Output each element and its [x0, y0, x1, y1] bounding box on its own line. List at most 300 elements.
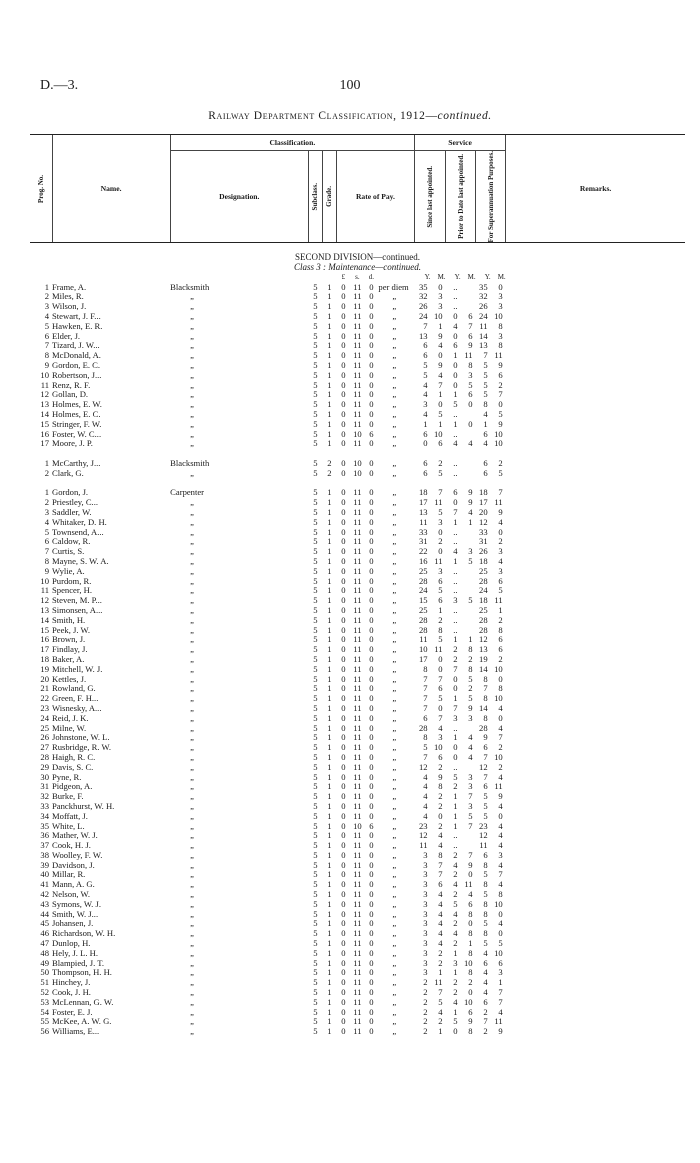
rate-shillings: 11	[353, 870, 362, 880]
since-months: 4	[438, 341, 443, 351]
since-months: 1	[438, 968, 443, 978]
prior-years: 5	[453, 772, 458, 782]
remarks	[506, 606, 685, 616]
employee-name-text: Steven, M. P...	[52, 596, 102, 606]
employee-name	[52, 743, 170, 753]
rate-pence: 0	[369, 645, 374, 655]
rate-pence: 0	[369, 576, 374, 586]
prog-number: 21	[40, 684, 50, 694]
rate-shillings: 11	[353, 674, 362, 684]
designation: „	[190, 645, 194, 655]
table-row	[30, 586, 685, 596]
prior-months: 9	[468, 498, 473, 508]
since-years: 18	[418, 488, 428, 498]
prog-number: 22	[40, 694, 50, 704]
super-years: 5	[483, 370, 488, 380]
classification-table	[30, 134, 685, 1037]
rate-pounds: 0	[341, 929, 346, 939]
prior-months: 11	[464, 880, 473, 890]
designation: „	[190, 860, 194, 870]
rate-period: „	[392, 635, 397, 645]
employee-name-text: Kettles, J.	[52, 674, 87, 684]
super-months: 6	[498, 370, 503, 380]
table-row	[30, 283, 685, 293]
employee-name-text: Whitaker, D. H.	[52, 517, 107, 527]
prior-months: 9	[468, 860, 473, 870]
remarks	[506, 773, 685, 783]
prior-months: 5	[468, 674, 473, 684]
designation: „	[190, 361, 194, 371]
super-months: 4	[498, 723, 503, 733]
rate-pounds: 0	[341, 948, 346, 958]
rate-pounds: 0	[341, 674, 346, 684]
remarks	[506, 694, 685, 704]
since-months: 0	[438, 811, 443, 821]
prior-months	[461, 724, 476, 734]
employee-name-text: Wilson, J.	[52, 302, 87, 312]
prog-number: 42	[40, 890, 50, 900]
grade: 1	[327, 890, 332, 900]
employee-name-text: Mayne, S. W. A.	[52, 556, 109, 566]
rate-period: „	[392, 909, 397, 919]
rate-pence: 0	[369, 723, 374, 733]
rate-pounds: 0	[341, 468, 346, 478]
prior-years: 1	[453, 1007, 458, 1017]
grade: 1	[327, 772, 332, 782]
subclass: 5	[313, 801, 318, 811]
prog-number: 35	[40, 821, 50, 831]
table-row	[30, 773, 685, 783]
since-months: 6	[438, 880, 443, 890]
title-main: Railway Department Classification, 1912—	[208, 110, 438, 122]
prior-months: 4	[468, 439, 473, 449]
remarks	[506, 743, 685, 753]
rate-pounds: 0	[341, 488, 346, 498]
grade: 1	[327, 948, 332, 958]
designation: „	[190, 596, 194, 606]
rate-pence: 0	[369, 850, 374, 860]
super-years: 18	[479, 488, 488, 498]
rate-pence: 0	[369, 801, 374, 811]
grade: 1	[327, 694, 332, 704]
rate-pence: 0	[369, 556, 374, 566]
rate-shillings: 11	[353, 684, 362, 694]
super-months: 11	[494, 782, 503, 792]
rate-pounds: 0	[341, 1007, 346, 1017]
designation: „	[190, 390, 194, 400]
since-years: 4	[423, 792, 428, 802]
subclass: 5	[313, 468, 318, 478]
rate-shillings: 11	[353, 605, 362, 615]
super-months: 8	[498, 684, 503, 694]
table-row	[30, 547, 685, 557]
employee-name-text: Mitchell, W. J.	[52, 664, 103, 674]
rate-shillings: 11	[353, 645, 362, 655]
super-months: 0	[498, 527, 503, 537]
since-months: 3	[438, 733, 443, 743]
super-months: 4	[498, 831, 503, 841]
super-months: 9	[498, 419, 503, 429]
since-months: 9	[438, 331, 443, 341]
prior-years: 1	[453, 801, 458, 811]
employee-name	[52, 645, 170, 655]
super-months: 8	[498, 321, 503, 331]
prog-number: 15	[40, 419, 50, 429]
subclass: 5	[313, 605, 318, 615]
since-years: 3	[423, 870, 428, 880]
super-months: 3	[498, 566, 503, 576]
employee-name	[52, 773, 170, 783]
remarks	[506, 430, 685, 440]
rate-shillings: 11	[353, 292, 362, 302]
prior-years: 2	[453, 850, 458, 860]
division-heading: SECOND DIVISION—continued.	[295, 253, 420, 263]
prior-months	[461, 841, 476, 851]
designation: „	[190, 899, 194, 909]
grade: 1	[327, 576, 332, 586]
grade: 1	[327, 566, 332, 576]
rate-pounds: 0	[341, 831, 346, 841]
rate-pence: 0	[369, 586, 374, 596]
super-months: 4	[498, 841, 503, 851]
prior-months: 3	[468, 370, 473, 380]
since-months: 0	[438, 400, 443, 410]
grade: 1	[327, 508, 332, 517]
since-years: 11	[419, 635, 428, 645]
prog-number: 25	[40, 723, 50, 733]
since-months: 5	[438, 468, 443, 478]
rate-pounds: 0	[341, 400, 346, 410]
super-months: 10	[494, 899, 503, 909]
table-row	[30, 890, 685, 900]
subclass: 5	[313, 694, 318, 704]
employee-name-text: Elder, J.	[52, 331, 81, 341]
designation: „	[190, 948, 194, 958]
since-months: 8	[438, 850, 443, 860]
rate-pence: 0	[369, 605, 374, 615]
prog-number: 15	[40, 625, 50, 635]
super-years: 5	[483, 811, 488, 821]
prog-number: 1	[44, 459, 50, 469]
super-years: 28	[479, 576, 488, 586]
prior-months: 0	[468, 400, 473, 410]
designation: „	[190, 801, 194, 811]
grade: 1	[327, 792, 332, 802]
since-years: 6	[423, 341, 428, 351]
grade: 1	[327, 841, 332, 851]
rate-shillings: 11	[353, 860, 362, 870]
employee-name	[52, 724, 170, 734]
grade: 1	[327, 958, 332, 968]
since-years: 35	[418, 282, 428, 292]
subclass: 5	[313, 899, 318, 909]
employee-name	[52, 488, 170, 498]
since-months: 10	[433, 312, 443, 322]
super-months: 0	[498, 909, 503, 919]
prior-years: 0	[453, 674, 458, 684]
since-months: 4	[438, 841, 443, 851]
subclass: 5	[313, 312, 318, 322]
employee-name	[52, 547, 170, 557]
prior-years: 0	[453, 743, 458, 753]
since-years: 26	[418, 302, 428, 312]
rate-shillings: 11	[353, 762, 362, 772]
rate-pounds: 0	[341, 752, 346, 762]
since-months: 5	[438, 508, 443, 517]
subclass: 5	[313, 410, 318, 420]
grade: 1	[327, 282, 332, 292]
grade: 1	[327, 919, 332, 929]
table-row	[30, 439, 685, 449]
remarks	[506, 488, 685, 498]
rate-period: „	[392, 792, 397, 802]
unit-years: Y.	[484, 272, 491, 281]
remarks	[506, 900, 685, 910]
table-row	[30, 302, 685, 312]
designation: „	[190, 841, 194, 851]
prior-years: 1	[453, 811, 458, 821]
super-months: 11	[494, 1017, 503, 1027]
table-row	[30, 724, 685, 734]
employee-name	[52, 831, 170, 841]
rate-shillings: 11	[353, 576, 362, 586]
prog-number: 14	[40, 410, 50, 420]
rate-pounds: 0	[341, 390, 346, 400]
prior-years: 1	[453, 556, 458, 566]
rate-period: „	[392, 488, 397, 498]
rate-pence: 0	[369, 772, 374, 782]
table-row	[30, 910, 685, 920]
subclass: 5	[313, 997, 318, 1007]
employee-name-text: Baker, A.	[52, 654, 85, 664]
rate-pence: 0	[369, 919, 374, 929]
prog-number: 13	[40, 605, 50, 615]
prog-number: 20	[40, 674, 50, 684]
employee-name	[52, 870, 170, 880]
prog-number: 29	[40, 762, 50, 772]
table-row	[30, 822, 685, 832]
grade: 1	[327, 939, 332, 949]
rate-pence: 0	[369, 282, 374, 292]
employee-name-text: Dunlop, H.	[52, 939, 91, 949]
since-years: 4	[423, 390, 428, 400]
table-row	[30, 1027, 685, 1037]
prior-years: 5	[453, 1017, 458, 1027]
title-continued: continued.	[437, 110, 492, 122]
rate-pounds: 0	[341, 537, 346, 547]
table-row	[30, 743, 685, 753]
prog-number: 6	[44, 537, 50, 547]
table-row	[30, 655, 685, 665]
grade: 1	[327, 605, 332, 615]
rate-shillings: 11	[353, 890, 362, 900]
rate-shillings: 10	[353, 468, 362, 478]
since-months: 2	[438, 948, 443, 958]
prior-years: 5	[453, 400, 458, 410]
remarks	[506, 439, 685, 449]
rate-pence: 0	[369, 1027, 374, 1037]
designation: „	[190, 850, 194, 860]
since-months: 7	[438, 488, 443, 498]
prog-number: 50	[40, 968, 50, 978]
super-years: 24	[479, 586, 488, 596]
designation: „	[190, 890, 194, 900]
employee-name-text: Foster, E. J.	[52, 1007, 93, 1017]
employee-name-text: Findlay, J.	[52, 645, 88, 655]
rate-shillings: 11	[353, 694, 362, 704]
grade: 1	[327, 654, 332, 664]
prior-months	[461, 469, 476, 479]
rate-shillings: 11	[353, 939, 362, 949]
super-years: 6	[483, 958, 488, 968]
super-months: 4	[498, 556, 503, 566]
prior-months: 4	[468, 890, 473, 900]
since-years: 7	[423, 752, 428, 762]
grade: 1	[327, 713, 332, 723]
rate-pounds: 0	[341, 459, 346, 469]
prior-years: 0	[453, 684, 458, 694]
super-months: 6	[498, 645, 503, 655]
table-row	[30, 371, 685, 381]
rate-pence: 0	[369, 870, 374, 880]
table-row	[30, 635, 685, 645]
employee-name	[52, 459, 170, 469]
since-years: 3	[423, 929, 428, 939]
rate-shillings: 11	[353, 988, 362, 998]
employee-name	[52, 1008, 170, 1018]
employee-name	[52, 675, 170, 685]
prior-months: 6	[468, 899, 473, 909]
unit-months: M.	[497, 272, 506, 281]
prior-months: 0	[468, 419, 473, 429]
prior-months: 0	[468, 988, 473, 998]
since-months: 2	[438, 821, 443, 831]
since-years: 7	[423, 694, 428, 704]
prior-months: 6	[468, 390, 473, 400]
grade: 1	[327, 733, 332, 743]
super-years: 1	[483, 419, 488, 429]
super-months: 9	[498, 1027, 503, 1037]
employee-name	[52, 665, 170, 675]
grade: 1	[327, 400, 332, 410]
grade: 1	[327, 664, 332, 674]
subclass: 5	[313, 419, 318, 429]
rate-pence: 0	[369, 1017, 374, 1027]
grade: 1	[327, 351, 332, 361]
rate-pounds: 0	[341, 282, 346, 292]
remarks	[506, 675, 685, 685]
prog-number: 36	[40, 831, 50, 841]
prog-number: 3	[44, 302, 50, 312]
prior-years: 0	[453, 498, 458, 508]
prior-months: 7	[468, 821, 473, 831]
super-years: 28	[479, 625, 488, 635]
rate-pence: 6	[369, 429, 374, 439]
rate-shillings: 11	[353, 625, 362, 635]
rate-period: per diem	[378, 282, 409, 292]
rate-pence: 0	[369, 615, 374, 625]
employee-name	[52, 302, 170, 312]
subclass: 5	[313, 782, 318, 792]
designation: „	[190, 537, 194, 547]
subclass: 5	[313, 596, 318, 606]
rate-shillings: 11	[353, 880, 362, 890]
super-years: 13	[479, 645, 488, 655]
prog-number: 44	[40, 909, 50, 919]
designation: „	[190, 527, 194, 537]
prior-months: 8	[468, 948, 473, 958]
employee-name-text: Wisnesky, A...	[52, 703, 102, 713]
table-row	[30, 400, 685, 410]
prior-years: 4	[453, 929, 458, 939]
designation: „	[190, 703, 194, 713]
table-row	[30, 312, 685, 322]
col-grade: Grade.	[322, 151, 336, 243]
since-months: 0	[438, 703, 443, 713]
rate-pence: 0	[369, 703, 374, 713]
rate-pounds: 0	[341, 439, 346, 449]
rate-pence: 0	[369, 880, 374, 890]
rate-period: „	[392, 292, 397, 302]
remarks	[506, 1027, 685, 1037]
grade: 1	[327, 439, 332, 449]
since-years: 24	[418, 312, 428, 322]
remarks	[506, 635, 685, 645]
rate-period: „	[392, 782, 397, 792]
rate-pounds: 0	[341, 556, 346, 566]
employee-name	[52, 626, 170, 636]
rate-shillings: 11	[353, 596, 362, 606]
prog-number: 1	[44, 488, 50, 498]
subclass: 5	[313, 929, 318, 939]
rate-period: „	[392, 331, 397, 341]
grade: 1	[327, 527, 332, 537]
table-row	[30, 430, 685, 440]
prog-number: 7	[44, 341, 50, 351]
since-months: 2	[438, 459, 443, 469]
rate-pounds: 0	[341, 801, 346, 811]
super-years: 5	[483, 919, 488, 929]
prior-years: ..	[453, 615, 458, 625]
super-years: 13	[479, 341, 488, 351]
since-years: 3	[423, 899, 428, 909]
rate-shillings: 11	[353, 556, 362, 566]
subclass: 5	[313, 517, 318, 527]
employee-name	[52, 919, 170, 929]
prog-number: 26	[40, 733, 50, 743]
subclass: 5	[313, 576, 318, 586]
subclass: 5	[313, 1017, 318, 1027]
employee-name-text: Holmes, E. C.	[52, 410, 101, 420]
super-years: 6	[483, 459, 488, 469]
rate-pence: 0	[369, 459, 374, 469]
super-years: 2	[483, 1027, 488, 1037]
prior-months	[461, 459, 476, 469]
designation: „	[190, 939, 194, 949]
prog-number: 55	[40, 1017, 50, 1027]
prog-number: 18	[40, 654, 50, 664]
table-row	[30, 763, 685, 773]
rate-pounds: 0	[341, 508, 346, 517]
prog-number: 10	[40, 576, 50, 586]
since-months: 6	[438, 439, 443, 449]
prior-years: ..	[453, 586, 458, 596]
rate-shillings: 11	[353, 566, 362, 576]
rate-pence: 0	[369, 694, 374, 704]
rate-shillings: 11	[353, 1007, 362, 1017]
super-months: 10	[494, 948, 503, 958]
since-months: 8	[438, 625, 443, 635]
